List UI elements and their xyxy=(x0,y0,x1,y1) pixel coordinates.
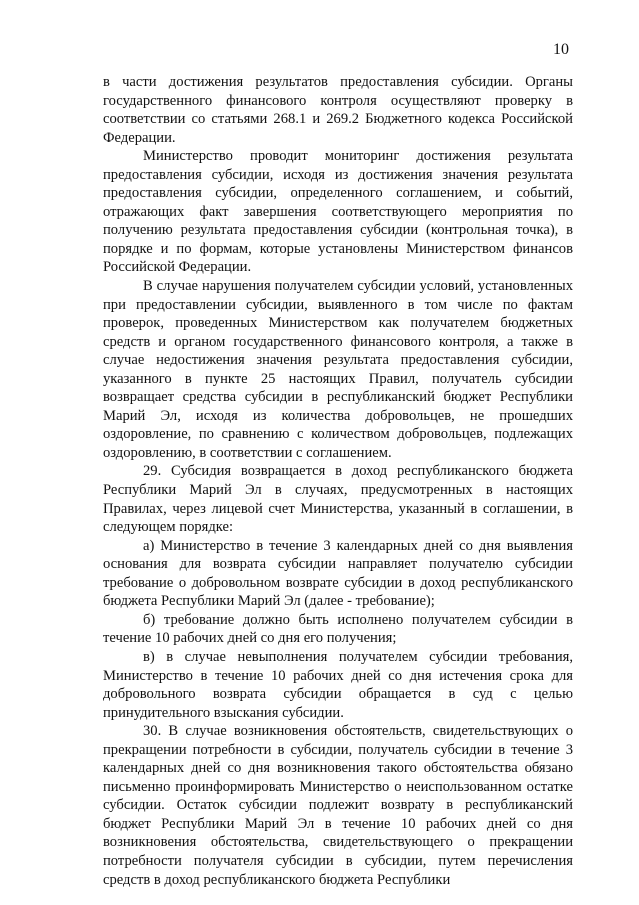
paragraph-clause-29: 29. Субсидия возвращается в доход республиканского бюджета Республики Марий Эл в случаях, предусмотренных в настоящих Правилах, через лицевой счет Министерства, указанный в соглашении, в следующем порядке: xyxy=(103,463,573,536)
paragraph-clause-30: 30. В случае возникновения обстоятельств, свидетельствующих о прекращении потребности в субсидии, получатель субсидии в течение 3 календарных дней со дня возникновения такого обстоятельства обязано письменно проинформировать Министерство о неиспользованном остатке субсидии. Остаток субсидии подлежит возврату в республиканский бюджет Республики Марий Эл в течение 10 рабочих дней со дня возникновения обстоятельства, свидетельствующего о прекращении потребности получателя субсидии в субсидии, путем перечисления средств в доход республиканского бюджета Республики xyxy=(103,723,573,888)
paragraph-clause-29-c: в) в случае невыполнения получателем субсидии требования, Министерство в течение 10 рабочих дней со дня истечения срока для добровольного возврата субсидии обращается в суд с целью принудительного взыскания субсидии. xyxy=(103,648,573,721)
paragraph-continuation: в части достижения результатов предоставления субсидии. Органы государственного финансового контроля осуществляют проверку в соответствии со статьями 268.1 и 269.2 Бюджетного кодекса Российской Федерации. xyxy=(103,74,573,146)
paragraph-monitoring: Министерство проводит мониторинг достижения результата предоставления субсидии, исходя из достижения значения результата предоставления субсидии, определенного соглашением, и событий, отражающих факт завершения соответствующего мероприятия по получению результата предоставления субсидии (контрольная точка), в порядке и по формам, которые установлены Министерством финансов Российской Федерации. xyxy=(103,148,573,276)
page-number: 10 xyxy=(553,41,569,58)
paragraph-clause-29-b: б) требование должно быть исполнено получателем субсидии в течение 10 рабочих дней со дня его получения; xyxy=(103,611,573,647)
document-body xyxy=(103,73,573,889)
paragraph-clause-29-a: а) Министерство в течение 3 календарных дней со дня выявления основания для возврата субсидии направляет получателю субсидии требование о добровольном возврате субсидии в доход республиканского бюджета Республики Марий Эл (далее - требование); xyxy=(103,537,573,610)
paragraph-violation: В случае нарушения получателем субсидии условий, установленных при предоставлении субсидии, выявленного в том числе по фактам проверок, проведенных Министерством как получателем бюджетных средств и органом государственного финансового контроля, а также в случае недостижения значения результата предоставления субсидии, указанного в пункте 25 настоящих Правил, получатель субсидии возвращает средства субсидии в республиканский бюджет Республики Марий Эл, исходя из количества добровольцев, не прошедших оздоровление, по сравнению с количеством добровольцев, подлежащих оздоровлению, в соответствии с соглашением. xyxy=(103,278,573,461)
